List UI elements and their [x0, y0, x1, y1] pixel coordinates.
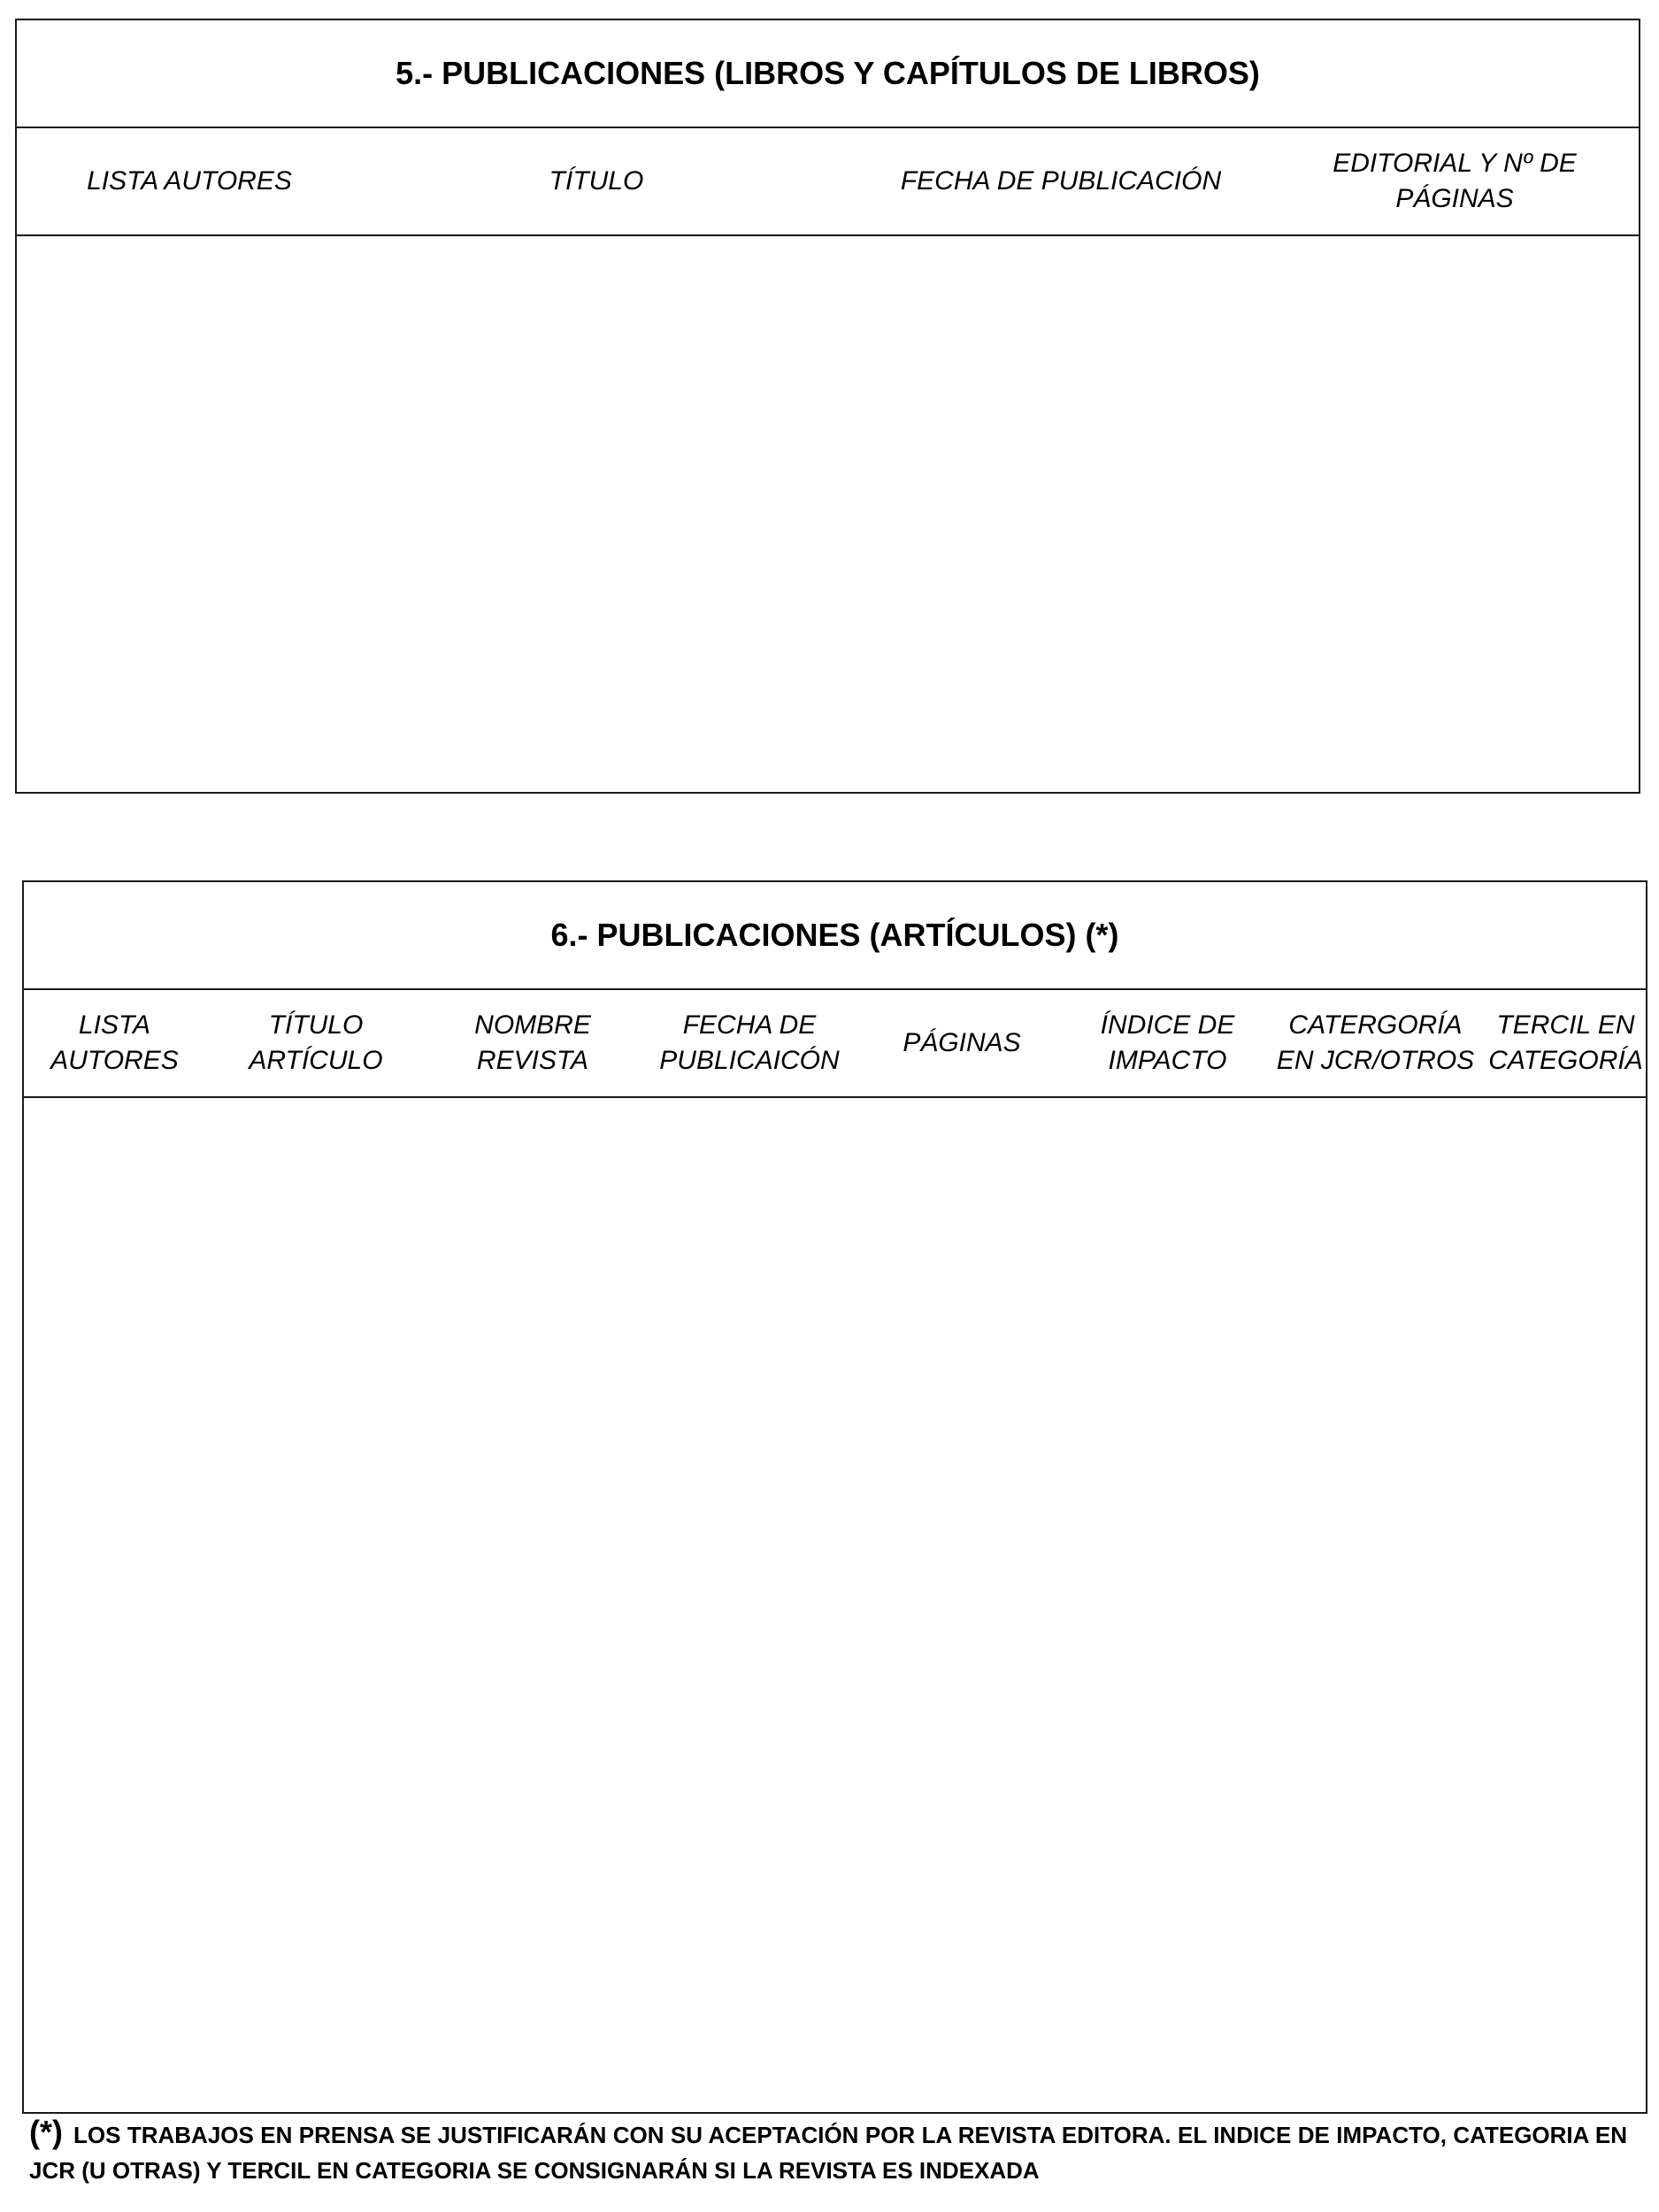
section-5-header-row [17, 128, 1639, 236]
column-header-line: PÁGINAS [902, 1028, 1021, 1057]
column-header-lista-autores [24, 990, 205, 1096]
column-header-line: ARTÍCULO [249, 1046, 383, 1075]
section-5-title-row [17, 20, 1639, 128]
column-header-fecha-publicacion [884, 128, 1238, 234]
column-header-line: REVISTA [476, 1046, 589, 1075]
column-header-line: FECHA DE [682, 1010, 817, 1040]
column-header-line: AUTORES [50, 1046, 179, 1075]
column-header-titulo-articulo [214, 990, 418, 1096]
column-header-line: ÍNDICE DE [1100, 1010, 1235, 1040]
column-header-label: FECHA DE PUBLICACIÓN [900, 166, 1222, 196]
column-header-label: TÍTULO [549, 166, 644, 196]
footnote-marker: (*) [29, 2114, 63, 2150]
footnote [29, 2115, 1627, 2188]
section-6-table [22, 880, 1647, 2114]
column-header-line: PUBLICAICÓN [659, 1046, 840, 1075]
column-header-paginas [864, 990, 1059, 1096]
column-header-line: IMPACTO [1108, 1046, 1227, 1075]
column-header-line: TERCIL EN [1496, 1010, 1635, 1040]
column-header-line: CATERGORÍA [1288, 1010, 1463, 1040]
section-6-title: 6.- PUBLICACIONES (ARTÍCULOS) (*) [550, 917, 1119, 953]
section-5-table [15, 19, 1640, 794]
column-header-fecha-publicacion [634, 990, 864, 1096]
column-header-categoria-jcr [1267, 990, 1484, 1096]
column-header-line: TÍTULO [268, 1010, 364, 1040]
section-6-title-row [24, 882, 1646, 990]
column-header-label: LISTA AUTORES [87, 166, 292, 196]
column-header-label: EDITORIAL Y Nº DE PÁGINAS [1333, 149, 1577, 213]
column-header-lista-autores [61, 128, 318, 234]
column-header-indice-impacto [1059, 990, 1276, 1096]
column-header-line: EN JCR/OTROS [1276, 1046, 1475, 1075]
column-header-line: CATEGORÍA [1488, 1046, 1643, 1075]
column-header-editorial-paginas [1273, 128, 1636, 234]
section-5-title: 5.- PUBLICACIONES (LIBROS Y CAPÍTULOS DE LIBROS) [396, 55, 1260, 91]
column-header-line: LISTA [78, 1010, 151, 1040]
section-6-header-row [24, 990, 1646, 1098]
footnote-text: LOS TRABAJOS EN PRENSA SE JUSTIFICARÁN CON SU ACEPTACIÓN POR LA REVISTA EDITORA. EL INDICE DE IMPACTO, CATEGORIA EN JCR (U OTRAS) Y TERCIL EN CATEGORIA SE CONSIGNARÁN SI LA REVISTA ES INDEXADA [29, 2122, 1627, 2184]
column-header-nombre-revista [431, 990, 634, 1096]
column-header-tercil-categoria [1484, 990, 1647, 1096]
column-header-titulo [495, 128, 698, 234]
section-5-entries-area[interactable] [17, 236, 1639, 790]
section-6-entries-area[interactable] [24, 1098, 1646, 2112]
column-header-line: NOMBRE [474, 1010, 591, 1040]
